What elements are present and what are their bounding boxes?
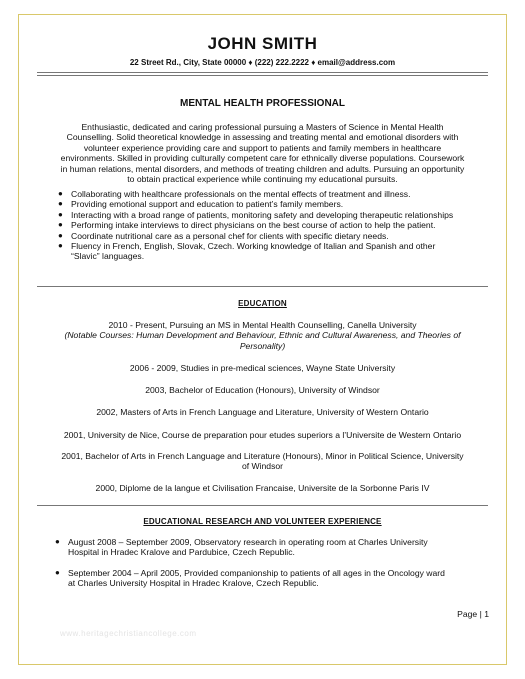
divider-top (37, 72, 488, 73)
summary-line: Counselling. Solid theoretical knowledge in assessing and treating mental and emotional disorders with (66, 132, 459, 143)
bullet-icon: ● (58, 209, 63, 219)
list-item: ● Fluency in French, English, Slovak, Czech. Working knowledge of Italian and Spanish and other “Slavic” languages. (58, 241, 436, 262)
education-entry: 2003, Bachelor of Education (Honours), University of Windsor (145, 385, 380, 395)
education-entry: 2010 - Present, Pursuing an MS in Mental Health Counselling, Canella University (Notable Courses: Human Development and Behaviour, Ethnic and Cultural Awareness, and Theories of Personality) (40, 320, 485, 351)
summary-line: Enthusiastic, dedicated and caring professional pursuing a Masters of Science in Mental Health (81, 122, 444, 132)
list-item: ● September 2004 – April 2005, Provided companionship to patients of all ages in the Oncology ward at Charles University Hospital in Hradec Kralove, Czech Republic. (55, 567, 445, 589)
divider-education (37, 286, 488, 287)
research-title: EDUCATIONAL RESEARCH AND VOLUNTEER EXPERIENCE (143, 517, 382, 526)
profile-bullets (58, 189, 478, 262)
bullet-icon: ● (55, 567, 60, 577)
contact-line: 22 Street Rd., City, State 00000 ♦ (222) 222.2222 ♦ email@address.com (129, 58, 396, 67)
education-entry: 2001, University de Nice, Course de preparation pour etudes superiors a l’Universite de Western Ontario (63, 430, 462, 440)
profile-summary (45, 122, 480, 184)
summary-line: environments. Skilled in providing culturally competent care for ethnically diverse populations. Coursework (60, 153, 465, 164)
list-item: ● Providing emotional support and education to patient’s family members. (58, 199, 344, 210)
education-note: Personality) (239, 340, 286, 351)
education-entry: 2001, Bachelor of Arts in French Language and Literature (Honours), Minor in Political Science, University of Windsor (61, 451, 464, 472)
education-note: (Notable Courses: Human Development and Behaviour, Ethnic and Cultural Awareness, and Theories of (64, 330, 461, 341)
bullet-icon: ● (58, 241, 63, 251)
profile-title: MENTAL HEALTH PROFESSIONAL (180, 98, 345, 109)
list-item: ● Performing intake interviews to direct physicians on the best course of action to help the patient. (58, 220, 436, 231)
education-title: EDUCATION (238, 299, 287, 308)
research-bullets (55, 537, 485, 589)
list-item: ● August 2008 – September 2009, Observatory research in operating room at Charles University Hospital in Hradec Kralove and Pardubice, Czech Republic. (55, 537, 428, 558)
bullet-icon: ● (55, 537, 60, 546)
summary-line: to obtain practical experience while continuing my educational pursuits. (127, 174, 398, 185)
list-item: ● Collaborating with healthcare professionals on the mental effects of treatment and illness. (58, 189, 411, 199)
bullet-icon: ● (58, 199, 63, 209)
education-entry: 2006 - 2009, Studies in pre-medical sciences, Wayne State University (129, 363, 396, 373)
bullet-icon: ● (58, 220, 63, 230)
bullet-icon: ● (58, 189, 63, 198)
bullet-icon: ● (58, 230, 63, 240)
watermark-text: www.heritagechristiancollege.com (60, 629, 197, 638)
education-entry: 2000, Diplome de la langue et Civilisation Francaise, Universite de la Sorbonne Paris IV (95, 483, 430, 493)
page-number: Page | 1 (457, 609, 489, 619)
list-item: ● Interacting with a broad range of patients, monitoring safety and developing therapeutic relationships (58, 209, 454, 220)
list-item: ● Coordinate nutritional care as a personal chef for clients with specific dietary needs. (58, 230, 389, 241)
divider-research (37, 505, 488, 506)
summary-line: volunteer experience providing care and support to patients and family members in healthcare (83, 142, 442, 153)
divider-top-2 (37, 75, 488, 76)
education-entry: 2002, Masters of Arts in French Language and Literature, University of Western Ontario (96, 407, 429, 417)
applicant-name: JOHN SMITH (207, 34, 318, 53)
summary-line: in human relations, mental disorders, and methods of treating children and adults. Pursuing an opportunity (60, 163, 465, 174)
